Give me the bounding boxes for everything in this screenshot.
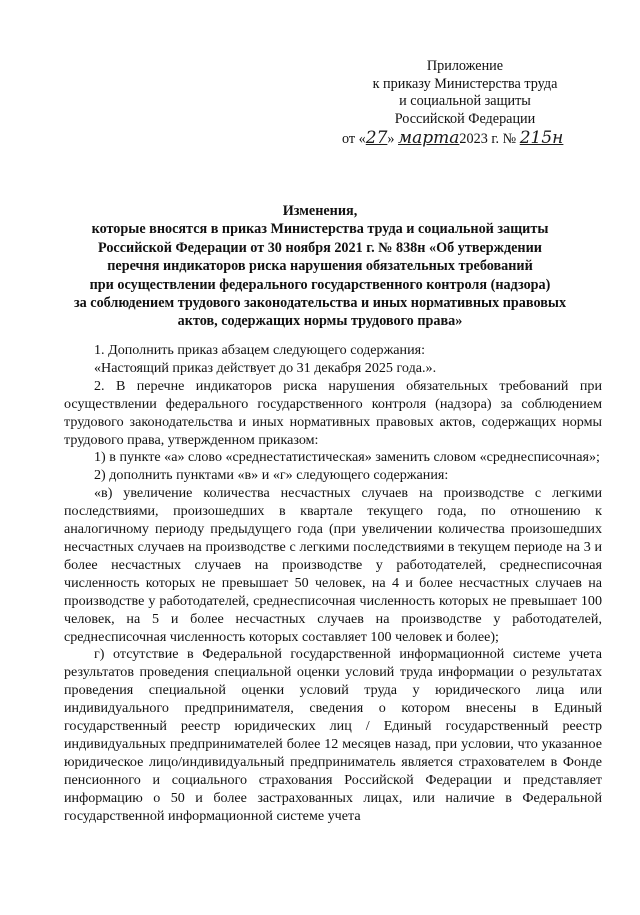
paragraph-1: 1. Дополнить приказ абзацем следующего содержания: (94, 342, 426, 358)
handwritten-month: марта (398, 128, 460, 148)
date-prefix: от « (342, 131, 366, 147)
paragraph-6: «в) увеличение количества несчастных случаев на производстве с легкими последствиями, произошедших в квартале текущего года, по отношению к аналогичному периоду предыдущего года (при увеличении количества произошедших несчастных случаев на производстве с легкими последствиями в текущем периоде на 3 и более несчастных случаев на производстве у работодателей, среднесписочная численность которых не превышает 50 человек, на 4 и более несчастных случаев на производстве у работодателей, среднесписочная численность которых не превышает 100 человек, на 5 и более несчастных случаев на производстве у работодателей, среднесписочная численность которых составляет 100 человек и более); (64, 485, 602, 645)
title-line: Российской Федерации от 30 ноября 2021 г. № 838н «Об утверждении (98, 239, 542, 256)
document-body (64, 342, 602, 825)
date-mid: » (387, 131, 395, 147)
header-line: к приказу Министерства труда (372, 75, 558, 92)
header-line: Российской Федерации (394, 110, 536, 127)
paragraph-7: г) отсутствие в Федеральной государственной информационной системе учета результатов проведения специальной оценки условий труда информации о результатах проведения специальной оценки условий труда у юридического лица или индивидуального предпринимателя, сведения о котором внесены в Единый государственный реестр юридических лиц / Единый государственный реестр индивидуальных предпринимателей более 12 месяцев назад, при условии, что указанное юридическое лицо/индивидуальный предприниматель является страхователем в Фонде пенсионного и социального страхования Российской Федерации и представляет информацию о 50 и более застрахованных лицах, или наличие в Федеральной государственной информационной системе учета (64, 646, 602, 824)
title-line: актов, содержащих нормы трудового права» (177, 313, 463, 330)
title-line: за соблюдением трудового законодательства и иных нормативных правовых (73, 295, 567, 312)
paragraph-4: 1) в пункте «а» слово «среднестатистическая» заменить словом «среднесписочная»; (94, 449, 600, 466)
handwritten-day: 27 (365, 128, 388, 148)
title-line: которые вносятся в приказ Министерства труда и социальной защиты (91, 221, 549, 238)
header-line: и социальной защиты (399, 93, 531, 110)
title-line: Изменения, (282, 203, 358, 219)
handwritten-number: 215н (519, 128, 564, 148)
date-year: 2023 г. № (459, 131, 517, 147)
paragraph-2: «Настоящий приказ действует до 31 декабря 2025 года.». (94, 359, 437, 376)
approval-header (340, 58, 590, 128)
header-line: Приложение (426, 58, 504, 74)
document-title (40, 202, 600, 331)
title-line: перечня индикаторов риска нарушения обязательных требований (107, 258, 533, 275)
order-date-line (342, 128, 563, 148)
title-line: при осуществлении федерального государственного контроля (надзора) (89, 276, 551, 293)
paragraph-3: 2. В перечне индикаторов риска нарушения обязательных требований при осуществлении федерального государственного контроля (надзора) за соблюдением трудового законодательства и иных нормативных правовых актов, содержащих нормы трудового права, утвержденном приказом: (64, 377, 602, 448)
paragraph-5: 2) дополнить пунктами «в» и «г» следующего содержания: (94, 467, 449, 484)
